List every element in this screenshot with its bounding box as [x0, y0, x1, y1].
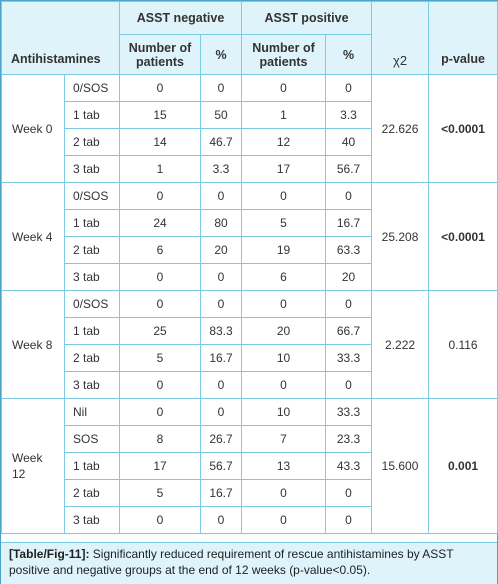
- table-row: [2, 75, 498, 102]
- asst-negative-header: ASST negative: [120, 2, 242, 35]
- pos-patients-cell: 0: [242, 480, 326, 507]
- pos-patients-cell: 17: [242, 156, 326, 183]
- pos-patients-cell: 0: [242, 507, 326, 534]
- week-label: Week 8: [2, 291, 65, 399]
- neg-percent-cell: 0: [201, 291, 242, 318]
- neg-patients-cell: 0: [120, 264, 201, 291]
- pos-patients-cell: 0: [242, 183, 326, 210]
- pos-percent-cell: 16.7: [326, 210, 372, 237]
- tab-cell: 2 tab: [65, 237, 120, 264]
- pvalue-cell: <0.0001: [429, 183, 498, 291]
- tab-cell: 1 tab: [65, 453, 120, 480]
- tab-cell: 1 tab: [65, 210, 120, 237]
- pos-percent-cell: 0: [326, 372, 372, 399]
- neg-patients-cell: 1: [120, 156, 201, 183]
- tab-cell: Nil: [65, 399, 120, 426]
- pos-patients-cell: 1: [242, 102, 326, 129]
- pos-percent-cell: 23.3: [326, 426, 372, 453]
- neg-percent-cell: 16.7: [201, 345, 242, 372]
- tab-cell: SOS: [65, 426, 120, 453]
- week-label: Week 4: [2, 183, 65, 291]
- pos-patients-cell: 20: [242, 318, 326, 345]
- pos-patients-cell: 19: [242, 237, 326, 264]
- chi2-cell: 15.600: [372, 399, 429, 534]
- asst-positive-header: ASST positive: [242, 2, 372, 35]
- neg-percent-cell: 56.7: [201, 453, 242, 480]
- chi2-cell: 22.626: [372, 75, 429, 183]
- tab-cell: 0/SOS: [65, 291, 120, 318]
- week-label: Week 12: [2, 399, 65, 534]
- neg-patients-cell: 5: [120, 480, 201, 507]
- pos-percent-header: %: [326, 35, 372, 75]
- table-row: [2, 399, 498, 426]
- pvalue-cell: <0.0001: [429, 75, 498, 183]
- neg-percent-cell: 0: [201, 75, 242, 102]
- neg-patients-header: Number of patients: [120, 35, 201, 75]
- neg-percent-cell: 0: [201, 372, 242, 399]
- neg-patients-cell: 6: [120, 237, 201, 264]
- pos-percent-cell: 33.3: [326, 345, 372, 372]
- pos-percent-cell: 0: [326, 480, 372, 507]
- pos-percent-cell: 33.3: [326, 399, 372, 426]
- neg-patients-cell: 0: [120, 183, 201, 210]
- pos-percent-cell: 0: [326, 183, 372, 210]
- caption-text: Significantly reduced requirement of rescue antihistamines by ASST positive and negative groups at the end of 12 weeks (p-value<0.05).: [9, 547, 454, 577]
- neg-patients-cell: 17: [120, 453, 201, 480]
- tab-cell: 2 tab: [65, 129, 120, 156]
- pos-percent-cell: 0: [326, 291, 372, 318]
- neg-percent-cell: 46.7: [201, 129, 242, 156]
- pos-patients-cell: 0: [242, 372, 326, 399]
- tab-cell: 3 tab: [65, 156, 120, 183]
- neg-percent-cell: 0: [201, 507, 242, 534]
- table-row: [2, 183, 498, 210]
- pos-patients-cell: 10: [242, 399, 326, 426]
- pos-percent-cell: 3.3: [326, 102, 372, 129]
- figure-caption: [1, 542, 497, 584]
- pos-patients-cell: 13: [242, 453, 326, 480]
- tab-cell: 0/SOS: [65, 183, 120, 210]
- pvalue-cell: 0.001: [429, 399, 498, 534]
- tab-cell: 3 tab: [65, 507, 120, 534]
- table-body: [2, 75, 498, 534]
- neg-percent-cell: 16.7: [201, 480, 242, 507]
- neg-patients-cell: 0: [120, 372, 201, 399]
- antihistamine-table: [1, 1, 498, 534]
- neg-percent-cell: 20: [201, 237, 242, 264]
- neg-patients-cell: 14: [120, 129, 201, 156]
- pvalue-cell: 0.116: [429, 291, 498, 399]
- tab-cell: 1 tab: [65, 102, 120, 129]
- neg-percent-cell: 0: [201, 399, 242, 426]
- pos-patients-cell: 10: [242, 345, 326, 372]
- neg-percent-cell: 83.3: [201, 318, 242, 345]
- neg-percent-cell: 26.7: [201, 426, 242, 453]
- neg-percent-header: %: [201, 35, 242, 75]
- pos-percent-cell: 66.7: [326, 318, 372, 345]
- pos-percent-cell: 0: [326, 75, 372, 102]
- neg-percent-cell: 50: [201, 102, 242, 129]
- neg-patients-cell: 5: [120, 345, 201, 372]
- week-label: Week 0: [2, 75, 65, 183]
- table-row: [2, 291, 498, 318]
- neg-patients-cell: 0: [120, 75, 201, 102]
- chi2-cell: 25.208: [372, 183, 429, 291]
- chi2-cell: 2.222: [372, 291, 429, 399]
- tab-cell: 3 tab: [65, 372, 120, 399]
- pos-percent-cell: 20: [326, 264, 372, 291]
- tab-cell: 1 tab: [65, 318, 120, 345]
- pos-patients-cell: 0: [242, 75, 326, 102]
- neg-patients-cell: 8: [120, 426, 201, 453]
- neg-percent-cell: 0: [201, 264, 242, 291]
- neg-patients-cell: 0: [120, 399, 201, 426]
- tab-cell: 3 tab: [65, 264, 120, 291]
- pos-percent-cell: 0: [326, 507, 372, 534]
- pos-percent-cell: 43.3: [326, 453, 372, 480]
- caption-label: [Table/Fig-11]:: [9, 547, 90, 561]
- neg-patients-cell: 24: [120, 210, 201, 237]
- chi2-header: χ2: [372, 2, 429, 75]
- neg-percent-cell: 80: [201, 210, 242, 237]
- neg-patients-cell: 25: [120, 318, 201, 345]
- tab-cell: 2 tab: [65, 345, 120, 372]
- pos-patients-cell: 7: [242, 426, 326, 453]
- pos-patients-cell: 0: [242, 291, 326, 318]
- neg-patients-cell: 0: [120, 507, 201, 534]
- pos-percent-cell: 56.7: [326, 156, 372, 183]
- neg-patients-cell: 0: [120, 291, 201, 318]
- pos-percent-cell: 63.3: [326, 237, 372, 264]
- pos-patients-cell: 6: [242, 264, 326, 291]
- pvalue-header: p-value: [429, 2, 498, 75]
- antihistamines-header: Antihistamines: [2, 2, 120, 75]
- pos-patients-cell: 12: [242, 129, 326, 156]
- tab-cell: 0/SOS: [65, 75, 120, 102]
- pos-patients-cell: 5: [242, 210, 326, 237]
- pos-patients-header: Number of patients: [242, 35, 326, 75]
- neg-percent-cell: 0: [201, 183, 242, 210]
- neg-percent-cell: 3.3: [201, 156, 242, 183]
- tab-cell: 2 tab: [65, 480, 120, 507]
- neg-patients-cell: 15: [120, 102, 201, 129]
- pos-percent-cell: 40: [326, 129, 372, 156]
